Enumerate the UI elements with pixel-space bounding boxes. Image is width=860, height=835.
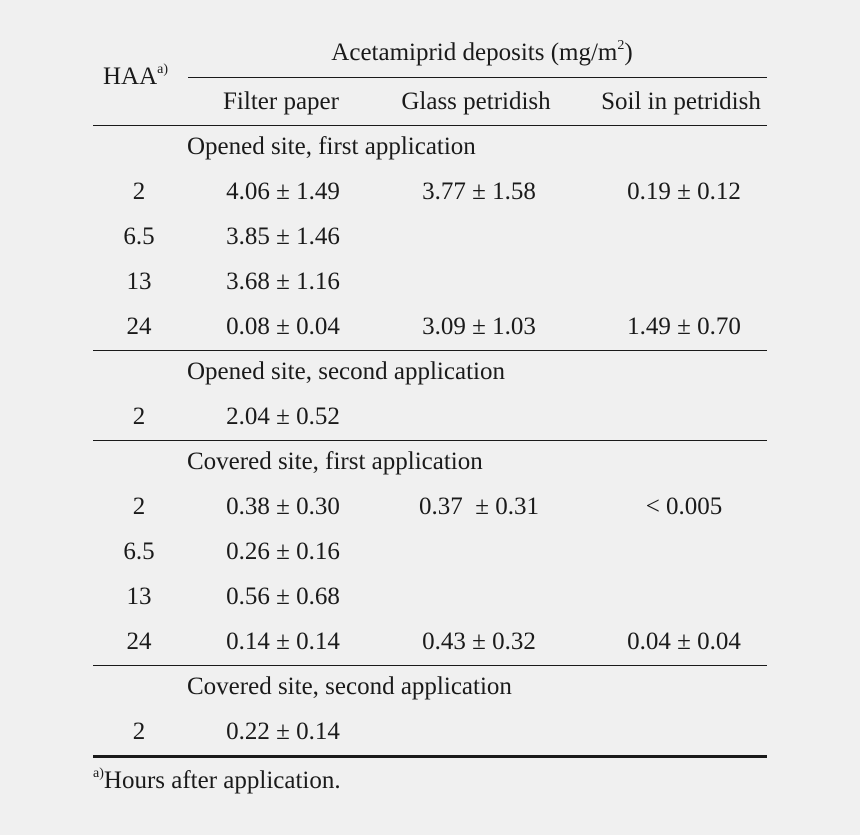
table-bottom-rule (93, 755, 767, 758)
footnote-mark: a) (93, 766, 104, 781)
group-header-rule (188, 77, 767, 78)
haa-footnote-mark: a) (157, 62, 169, 77)
table-cell-haa: 2 (132, 718, 146, 745)
table-cell-filter: 0.56 ± 0.68 (226, 583, 340, 610)
header-rule (93, 125, 767, 126)
table-cell-soil: < 0.005 (645, 493, 723, 520)
table-cell-haa: 2 (132, 493, 146, 520)
table-cell-filter: 4.06 ± 1.49 (226, 178, 340, 205)
table-cell-filter: 3.68 ± 1.16 (226, 268, 340, 295)
table-cell-filter: 0.26 ± 0.16 (226, 538, 340, 565)
table-cell-haa: 2 (132, 403, 146, 430)
table-cell-filter: 0.08 ± 0.04 (226, 313, 340, 340)
table-cell-filter: 0.22 ± 0.14 (226, 718, 340, 745)
table-cell-filter: 0.38 ± 0.30 (226, 493, 340, 520)
table-cell-haa: 13 (126, 583, 152, 610)
footnote (93, 766, 341, 800)
table-cell-soil: 1.49 ± 0.70 (627, 313, 741, 340)
section-label: Covered site, second application (187, 673, 512, 700)
table-cell-glass: 0.37 ± 0.31 (419, 493, 539, 520)
footnote-text: Hours after application. (103, 767, 341, 794)
table-cell-filter: 2.04 ± 0.52 (226, 403, 340, 430)
table-cell-filter: 3.85 ± 1.46 (226, 223, 340, 250)
section-label: Opened site, first application (187, 133, 476, 160)
table-cell-soil: 0.04 ± 0.04 (627, 628, 741, 655)
table-cell-haa: 24 (126, 313, 152, 340)
table-cell-soil: 0.19 ± 0.12 (627, 178, 741, 205)
table-cell-glass: 3.09 ± 1.03 (422, 313, 536, 340)
table-cell-haa: 13 (126, 268, 152, 295)
column-header-filter-paper: Filter paper (223, 88, 339, 115)
haa-header-label: HAA (103, 63, 158, 90)
section-label: Opened site, second application (187, 358, 505, 385)
table-cell-haa: 6.5 (123, 538, 155, 565)
group-header-superscript: 2 (617, 38, 625, 53)
haa-header (103, 62, 168, 96)
section-divider (93, 350, 767, 351)
group-header-close: ) (624, 39, 633, 66)
table-cell-haa: 2 (132, 178, 146, 205)
table-cell-glass: 0.43 ± 0.32 (422, 628, 536, 655)
section-divider (93, 440, 767, 441)
group-header (331, 38, 632, 72)
column-header-glass-petridish: Glass petridish (401, 88, 551, 115)
section-divider (93, 665, 767, 666)
table-cell-haa: 24 (126, 628, 152, 655)
column-header-soil-in-petridish: Soil in petridish (601, 88, 761, 115)
section-label: Covered site, first application (187, 448, 483, 475)
group-header-label: Acetamiprid deposits (mg/m (331, 39, 618, 66)
table-cell-filter: 0.14 ± 0.14 (226, 628, 340, 655)
table-cell-glass: 3.77 ± 1.58 (422, 178, 536, 205)
table-cell-haa: 6.5 (123, 223, 155, 250)
